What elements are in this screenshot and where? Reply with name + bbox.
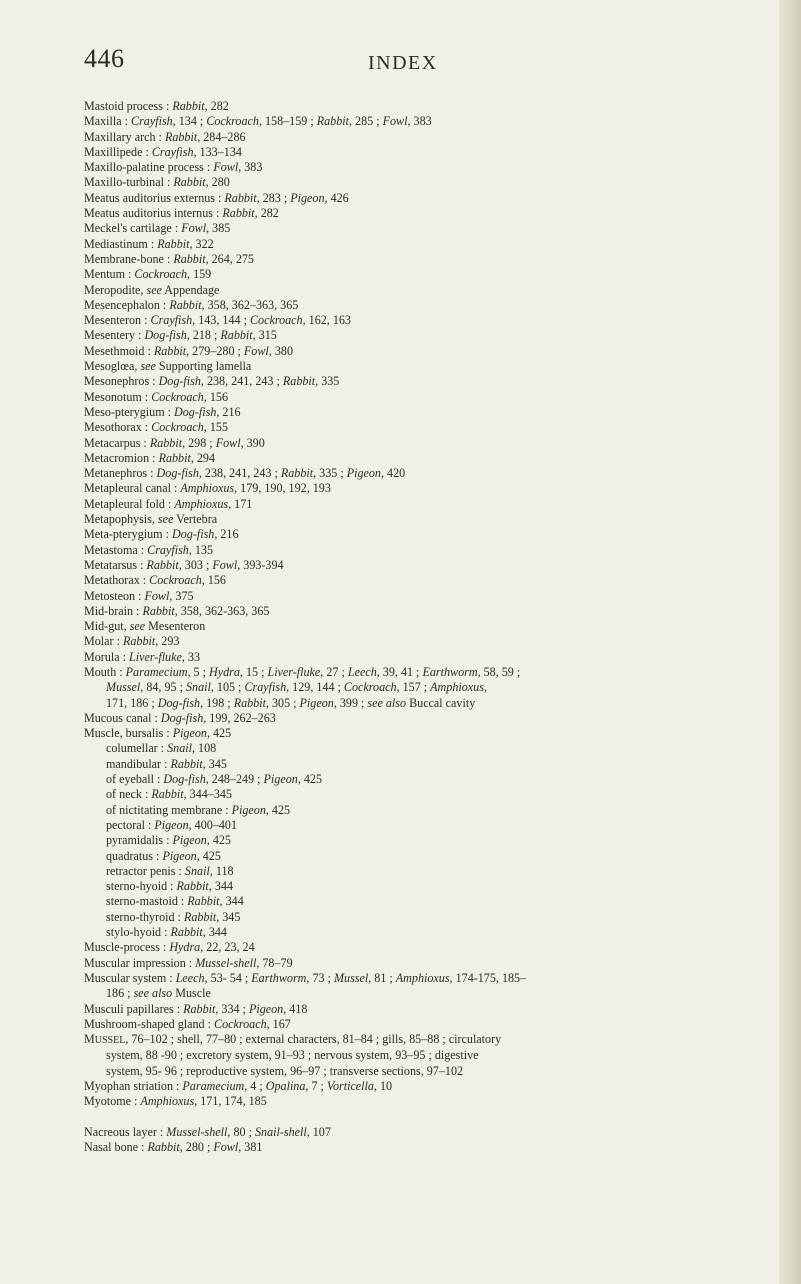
entry-line: Mesonotum : Cockroach, 156 <box>84 389 229 404</box>
entry-line: Muscular system : Leech, 53- 54 ; Earthworm, 73 ; Mussel, 81 ; Amphioxus, 174-175, 185– <box>84 970 527 985</box>
index-subentry <box>84 741 764 756</box>
entry-line: pectoral : Pigeon, 400–401 <box>106 817 237 832</box>
letter-section-gap <box>84 1110 764 1125</box>
entry-line: Maxillipede : Crayfish, 133–134 <box>84 144 242 159</box>
index-subentry <box>84 910 764 925</box>
entry-line: Mesenteron : Crayfish, 143, 144 ; Cockroach, 162, 163 <box>84 313 351 328</box>
entry-line: Metathorax : Cockroach, 156 <box>84 573 226 588</box>
entry-line: Maxillo-turbinal : Rabbit, 280 <box>84 175 230 190</box>
entry-line: Maxillary arch : Rabbit, 284–286 <box>84 129 246 144</box>
index-entry <box>84 145 764 160</box>
entry-line: of nictitating membrane : Pigeon, 425 <box>106 802 291 817</box>
index-entry <box>84 99 764 114</box>
index-entry <box>84 650 764 665</box>
entry-line: Metanephros : Dog-fish, 238, 241, 243 ; Rabbit, 335 ; Pigeon, 420 <box>84 466 406 481</box>
index-entry <box>84 634 764 649</box>
entry-line: Maxilla : Crayfish, 134 ; Cockroach, 158–159 ; Rabbit, 285 ; Fowl, 383 <box>84 114 432 129</box>
entry-line: Mesencephalon : Rabbit, 358, 362–363, 365 <box>84 297 299 312</box>
index-entry <box>84 436 764 451</box>
entry-line: Metacromion : Rabbit, 294 <box>84 450 215 465</box>
index-entry <box>84 1079 764 1094</box>
index-entry <box>84 558 764 573</box>
index-entry <box>84 359 764 374</box>
entry-line: Mesoglœa, see Supporting lamella <box>84 359 252 374</box>
index-entry <box>84 956 764 971</box>
entry-line: Mucous canal : Dog-fish, 199, 262–263 <box>84 710 276 725</box>
index-subentry <box>84 894 764 909</box>
entry-line: Metapleural canal : Amphioxus, 179, 190, 192, 193 <box>84 481 331 496</box>
entry-line: columellar : Snail, 108 <box>106 741 217 756</box>
index-entry <box>84 604 764 619</box>
entry-line: sterno-thyroid : Rabbit, 345 <box>106 909 241 924</box>
index-entry <box>84 298 764 313</box>
entry-line: sterno-mastoid : Rabbit, 344 <box>106 894 244 909</box>
index-entry <box>84 191 764 206</box>
index-subentry <box>84 849 764 864</box>
entry-line: Mesonephros : Dog-fish, 238, 241, 243 ; Rabbit, 335 <box>84 374 340 389</box>
entry-line: Mid-gut, see Mesenteron <box>84 619 206 634</box>
entry-line: Muscle, bursalis : Pigeon, 425 <box>84 726 232 741</box>
entry-line: Mediastinum : Rabbit, 322 <box>84 236 214 251</box>
entry-line: Metapophysis, see Vertebra <box>84 512 218 527</box>
entry-line: Mushroom-shaped gland : Cockroach, 167 <box>84 1016 291 1031</box>
running-head: INDEX <box>368 52 438 74</box>
entry-line: Morula : Liver-fluke, 33 <box>84 649 200 664</box>
index-entry <box>84 1094 764 1109</box>
entry-continuation-line: 171, 186 ; Dog-fish, 198 ; Rabbit, 305 ; Pigeon, 399 ; see also Buccal cavity <box>106 695 476 710</box>
entry-line: Myophan striation : Paramecium, 4 ; Opalina, 7 ; Vorticella, 10 <box>84 1079 393 1093</box>
index-subentry <box>84 818 764 833</box>
index-subentry <box>84 803 764 818</box>
index-entry <box>84 1140 764 1155</box>
entry-line: Membrane-bone : Rabbit, 264, 275 <box>84 251 254 266</box>
index-list <box>84 99 764 1155</box>
entry-line: Meropodite, see Appendage <box>84 282 220 297</box>
index-entry <box>84 527 764 542</box>
index-entry <box>84 589 764 604</box>
entry-line: Mesentery : Dog-fish, 218 ; Rabbit, 315 <box>84 328 277 343</box>
index-entry <box>84 130 764 145</box>
index-entry <box>84 451 764 466</box>
entry-line: Meatus auditorius internus : Rabbit, 282 <box>84 206 279 221</box>
entry-line: Nasal bone : Rabbit, 280 ; Fowl, 381 <box>84 1139 263 1154</box>
index-entry <box>84 420 764 435</box>
index-entry <box>84 313 764 328</box>
entry-continuation-line: Mussel, 84, 95 ; Snail, 105 ; Crayfish, 129, 144 ; Cockroach, 157 ; Amphioxus, <box>106 680 487 695</box>
index-entry <box>84 940 764 955</box>
entry-line: Metapleural fold : Amphioxus, 171 <box>84 496 253 511</box>
entry-line: Metatarsus : Rabbit, 303 ; Fowl, 393-394 <box>84 557 284 572</box>
entry-line: sterno-hyoid : Rabbit, 344 <box>106 879 233 894</box>
index-subentry <box>84 757 764 772</box>
entry-line: Meatus auditorius externus : Rabbit, 283 ; Pigeon, 426 <box>84 190 349 205</box>
entry-line: Meta-pterygium : Dog-fish, 216 <box>84 527 239 542</box>
entry-line: Metacarpus : Rabbit, 298 ; Fowl, 390 <box>84 435 265 450</box>
entry-line: Muscle-process : Hydra, 22, 23, 24 <box>84 940 255 955</box>
index-subentry <box>84 925 764 940</box>
index-entry <box>84 726 764 741</box>
index-entry <box>84 573 764 588</box>
entry-line: Mastoid process : Rabbit, 282 <box>84 99 229 113</box>
index-entry <box>84 175 764 190</box>
index-entry <box>84 160 764 175</box>
index-entry <box>84 405 764 420</box>
index-entry <box>84 237 764 252</box>
entry-line: Molar : Rabbit, 293 <box>84 634 180 649</box>
index-entry <box>84 971 764 1002</box>
index-subentry <box>84 879 764 894</box>
entry-line: Meckel's cartilage : Fowl, 385 <box>84 221 231 236</box>
index-entry <box>84 267 764 282</box>
entry-line: MUSSEL, 76–102 ; shell, 77–80 ; external characters, 81–84 ; gills, 85–88 ; circulatory <box>84 1032 502 1047</box>
entry-line: Metosteon : Fowl, 375 <box>84 588 194 603</box>
entry-continuation-line: 186 ; see also Muscle <box>106 986 211 1001</box>
index-entry <box>84 114 764 129</box>
entry-line: Nacreous layer : Mussel-shell, 80 ; Snail-shell, 107 <box>84 1124 331 1139</box>
entry-line: Mesethmoid : Rabbit, 279–280 ; Fowl, 380 <box>84 343 293 358</box>
index-entry <box>84 1017 764 1032</box>
entry-line: Myotome : Amphioxus, 171, 174, 185 <box>84 1094 267 1109</box>
index-entry <box>84 374 764 389</box>
entry-line: of eyeball : Dog-fish, 248–249 ; Pigeon, 425 <box>106 772 322 787</box>
index-entry <box>84 283 764 298</box>
index-entry <box>84 1125 764 1140</box>
index-subentry <box>84 772 764 787</box>
entry-line: Meso-pterygium : Dog-fish, 216 <box>84 404 241 419</box>
entry-line: pyramidalis : Pigeon, 425 <box>106 833 231 848</box>
index-entry <box>84 481 764 496</box>
index-entry <box>84 466 764 481</box>
entry-line: retractor penis : Snail, 118 <box>106 863 234 878</box>
entry-line: Mesothorax : Cockroach, 155 <box>84 420 228 435</box>
index-entry <box>84 512 764 527</box>
entry-line: mandibular : Rabbit, 345 <box>106 756 227 771</box>
entry-line: Maxillo-palatine process : Fowl, 383 <box>84 160 263 175</box>
index-entry <box>84 206 764 221</box>
entry-line: Muscular impression : Mussel-shell, 78–79 <box>84 955 293 970</box>
index-entry <box>84 619 764 634</box>
index-entry <box>84 543 764 558</box>
page-number: 446 <box>84 44 125 73</box>
index-entry <box>84 1032 764 1079</box>
entry-line: Mid-brain : Rabbit, 358, 362-363, 365 <box>84 603 270 618</box>
entry-line: Musculi papillares : Rabbit, 334 ; Pigeon, 418 <box>84 1001 308 1016</box>
entry-continuation-line: system, 95- 96 ; reproductive system, 96–97 ; transverse sections, 97–102 <box>106 1063 464 1078</box>
index-subentry <box>84 787 764 802</box>
index-entry <box>84 328 764 343</box>
entry-line: Metastoma : Crayfish, 135 <box>84 542 214 557</box>
entry-continuation-line: system, 88 -90 ; excretory system, 91–93 ; nervous system, 93–95 ; digestive <box>106 1048 479 1063</box>
index-entry <box>84 711 764 726</box>
entry-line: Mouth : Paramecium, 5 ; Hydra, 15 ; Liver-fluke, 27 ; Leech, 39, 41 ; Earthworm, 58, 59 ; <box>84 664 521 679</box>
index-entry <box>84 1002 764 1017</box>
index-entry <box>84 221 764 236</box>
entry-line: of neck : Rabbit, 344–345 <box>106 787 232 802</box>
page-edge-shadow <box>779 0 801 1284</box>
entry-line: stylo-hyoid : Rabbit, 344 <box>106 925 227 940</box>
index-entry <box>84 252 764 267</box>
entry-line: Mentum : Cockroach, 159 <box>84 267 212 282</box>
entry-line: quadratus : Pigeon, 425 <box>106 848 221 863</box>
page-header <box>84 44 744 84</box>
index-entry <box>84 665 764 711</box>
index-entry <box>84 390 764 405</box>
index-entry <box>84 497 764 512</box>
index-entry <box>84 344 764 359</box>
index-subentry <box>84 833 764 848</box>
index-subentry <box>84 864 764 879</box>
